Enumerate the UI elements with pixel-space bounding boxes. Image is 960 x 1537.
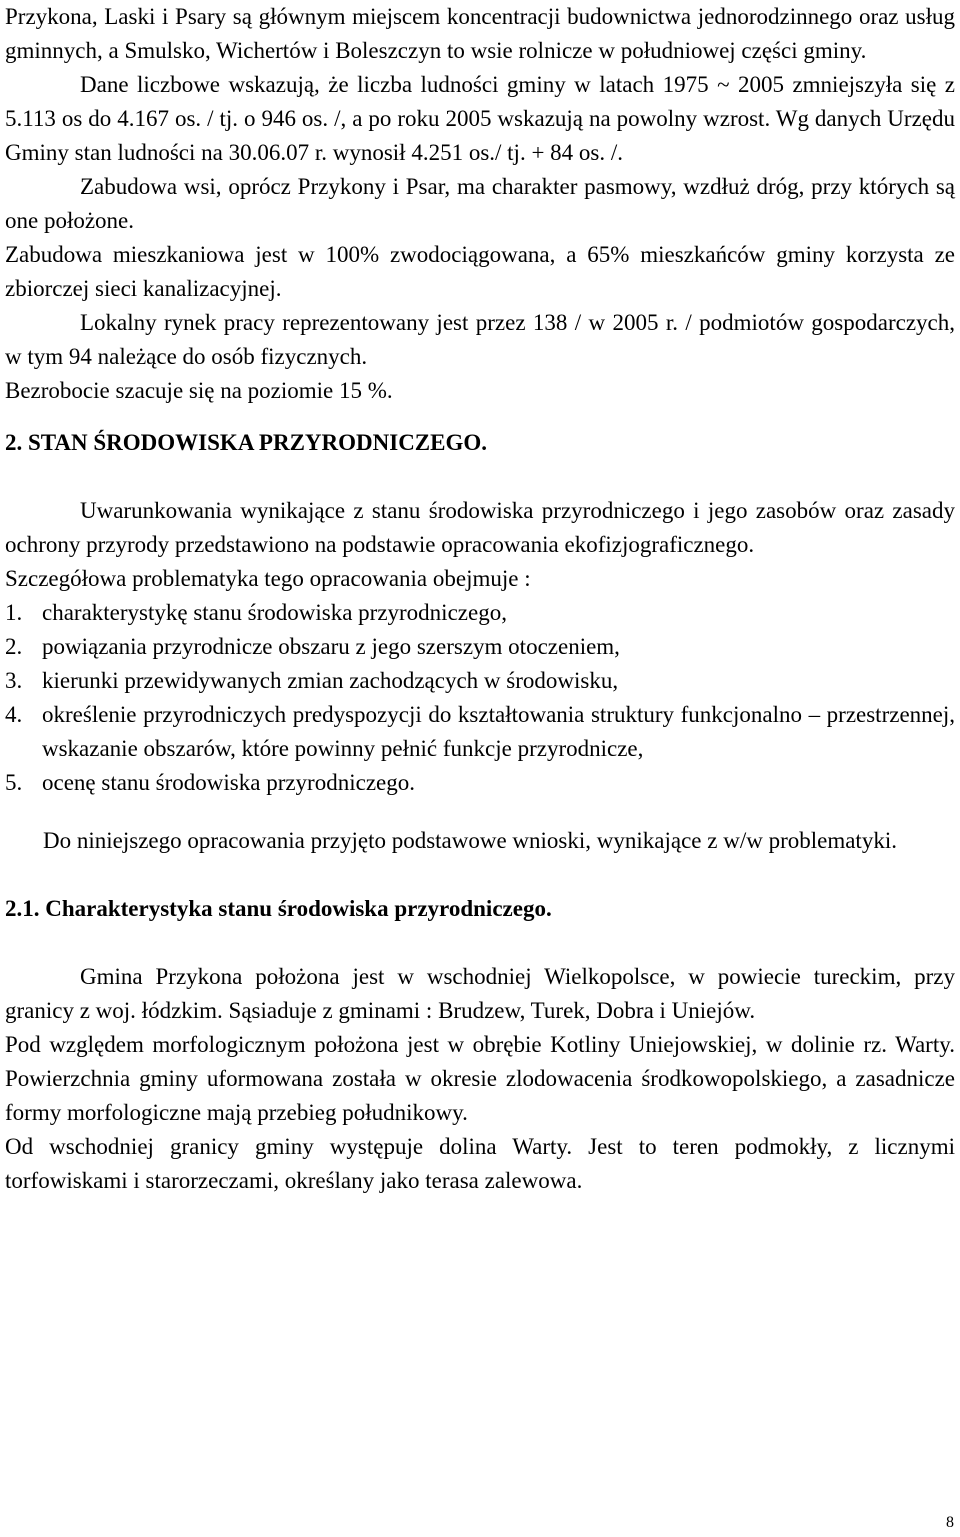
list-item-number: 4.: [5, 702, 23, 727]
document-page: [5, 0, 955, 1198]
paragraph-unemployment: Bezrobocie szacuje się na poziomie 15 %.: [5, 378, 393, 403]
spacer: [5, 800, 955, 824]
paragraph-village-layout: Zabudowa wsi, oprócz Przykony i Psar, ma charakter pasmowy, wzdłuż dróg, przy których są one położone.: [5, 174, 955, 233]
list-item-text: ocenę stanu środowiska przyrodniczego.: [42, 770, 415, 795]
section-2-list-intro: Szczegółowa problematyka tego opracowania obejmuje :: [5, 566, 531, 591]
list-item-number: 2.: [5, 634, 23, 659]
problem-list: [5, 596, 955, 800]
list-item-number: 1.: [5, 600, 23, 625]
paragraph-settlements: Przykona, Laski i Psary są głównym miejscem koncentracji budownictwa jednorodzinnego oraz usług gminnych, a Smulsko, Wichertów i Boleszczyn to wsie rolnicze w południowej części gminy.: [5, 4, 955, 63]
list-item-text: określenie przyrodniczych predyspozycji do kształtowania struktury funkcjonalno – przestrzennej, wskazanie obszarów, które powinny pełnić funkcje przyrodnicze,: [42, 702, 955, 761]
list-item-number: 3.: [5, 668, 23, 693]
paragraph-population: Dane liczbowe wskazują, że liczba ludności gminy w latach 1975 ~ 2005 zmniejszyła się z 5.113 os do 4.167 os. / tj. o 946 os. /, a po roku 2005 wskazują na powolny wzrost. Wg danych Urzędu Gminy stan ludności na 30.06.07 r. wynosił 4.251 os./ tj. + 84 os. /.: [5, 72, 955, 165]
page-number: 8: [946, 1514, 954, 1531]
paragraph-warta-valley: Od wschodniej granicy gminy występuje dolina Warty. Jest to teren podmokły, z licznymi torfowiskami i starorzeczami, określany jako terasa zalewowa.: [5, 1134, 955, 1193]
list-item: [5, 698, 955, 766]
section-2-intro: Uwarunkowania wynikające z stanu środowiska przyrodniczego i jego zasobów oraz zasady ochrony przyrody przedstawiono na podstawie opracowania ekofizjograficznego.: [5, 498, 955, 557]
paragraph-labor-market: Lokalny rynek pracy reprezentowany jest przez 138 / w 2005 r. / podmiotów gospodarczych, w tym 94 należące do osób fizycznych.: [5, 310, 955, 369]
list-item-text: kierunki przewidywanych zmian zachodzących w środowisku,: [42, 668, 619, 693]
list-item-text: charakterystykę stanu środowiska przyrodniczego,: [42, 600, 507, 625]
spacer: [5, 926, 955, 960]
list-item: [5, 596, 955, 630]
section-2-heading: 2. STAN ŚRODOWISKA PRZYRODNICZEGO.: [5, 430, 488, 455]
section-2-conclusion: Do niniejszego opracowania przyjęto podstawowe wnioski, wynikające z w/w problematyki.: [43, 828, 897, 853]
paragraph-location: Gmina Przykona położona jest w wschodniej Wielkopolsce, w powiecie tureckim, przy granicy z woj. łódzkim. Sąsiaduje z gminami : Brudzew, Turek, Dobra i Uniejów.: [5, 964, 955, 1023]
list-item-text: powiązania przyrodnicze obszaru z jego szerszym otoczeniem,: [42, 634, 620, 659]
spacer: [5, 858, 955, 892]
list-item: [5, 664, 955, 698]
list-item-number: 5.: [5, 770, 23, 795]
paragraph-morphology: Pod względem morfologicznym położona jest w obrębie Kotliny Uniejowskiej, w dolinie rz. Warty. Powierzchnia gminy uformowana została w okresie zlodowacenia środkowopolskiego, a zasadnicze formy morfologiczne mają przebieg południkowy.: [5, 1032, 955, 1125]
list-item: [5, 630, 955, 664]
list-item: [5, 766, 955, 800]
section-2-1-heading: 2.1. Charakterystyka stanu środowiska przyrodniczego.: [5, 896, 552, 921]
spacer: [5, 408, 955, 426]
paragraph-utilities: Zabudowa mieszkaniowa jest w 100% zwodociągowana, a 65% mieszkańców gminy korzysta ze zbiorczej sieci kanalizacyjnej.: [5, 242, 955, 301]
spacer: [5, 460, 955, 494]
